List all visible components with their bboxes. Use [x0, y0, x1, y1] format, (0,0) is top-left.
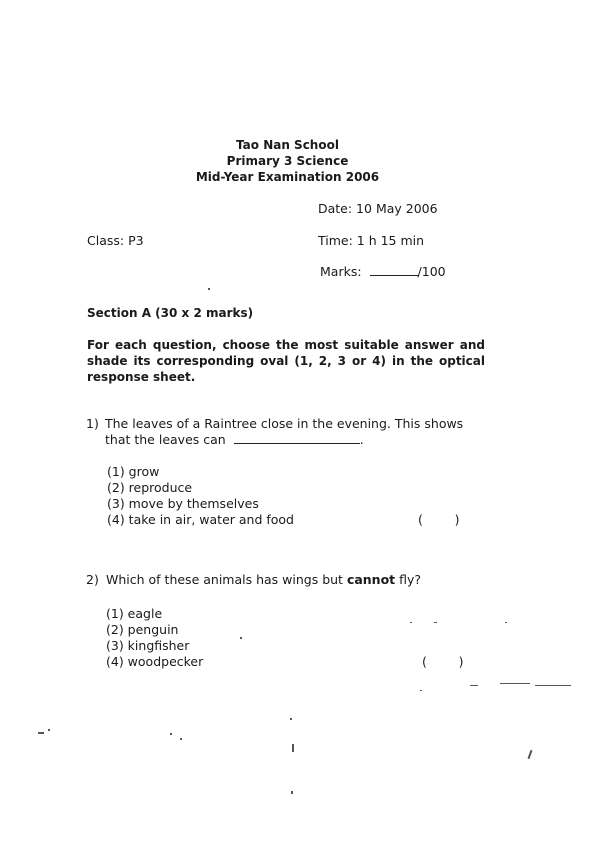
- exam-time: Time: 1 h 15 min: [318, 233, 425, 248]
- scan-speck: [292, 744, 294, 752]
- subject-title: Primary 3 Science: [226, 154, 349, 168]
- question-2-text-pre: Which of these animals has wings but: [106, 572, 347, 587]
- question-1-text-line2: [105, 432, 364, 448]
- question-1-option-4: (4) take in air, water and food: [107, 512, 294, 527]
- section-title: Section A (30 x 2 marks): [87, 306, 254, 320]
- school-name: Tao Nan School: [236, 138, 339, 152]
- scan-speck: [434, 622, 437, 623]
- question-2-option-4: (4) woodpecker: [106, 654, 204, 669]
- scan-speck: [170, 733, 172, 735]
- question-1-text-pre: that the leaves can: [105, 432, 226, 447]
- question-2-text-post: fly?: [395, 572, 422, 587]
- scan-speck: [38, 732, 44, 734]
- question-1-number: 1): [86, 416, 99, 431]
- scan-speck: [528, 750, 533, 759]
- question-2-text-emphasis: cannot: [346, 572, 396, 587]
- question-1-text-line1: The leaves of a Raintree close in the evening. This shows: [105, 416, 464, 431]
- question-1-option-3: (3) move by themselves: [107, 496, 259, 511]
- question-1-option-2: (2) reproduce: [107, 480, 193, 495]
- question-1-text-post: .: [359, 432, 364, 447]
- marks-blank: [370, 265, 418, 276]
- scan-speck: [410, 622, 412, 623]
- section-instructions: For each question, choose the most suitable answer and shade its corresponding oval (1, 2, 3 or 4) in the optical response sheet.: [87, 338, 485, 384]
- marks-line: [320, 264, 446, 279]
- scan-speck: [180, 738, 182, 740]
- question-2-text: [106, 572, 421, 588]
- scan-speck: [420, 690, 422, 691]
- scan-speck: [535, 685, 571, 686]
- class-label: Class: P3: [87, 233, 144, 248]
- scan-speck: [208, 288, 210, 290]
- scan-speck: [48, 729, 50, 731]
- marks-label: Marks:: [320, 264, 362, 279]
- question-1-answer-bracket: ( ): [418, 512, 460, 527]
- scan-speck: [290, 718, 292, 720]
- exam-title: Mid-Year Examination 2006: [195, 170, 380, 184]
- scan-speck: [505, 622, 507, 623]
- question-2-number: 2): [86, 572, 99, 587]
- question-1-answer-blank: [234, 433, 360, 444]
- question-2-option-3: (3) kingfisher: [106, 638, 190, 653]
- question-2-option-1: (1) eagle: [106, 606, 163, 621]
- marks-total: /100: [417, 264, 446, 279]
- question-2-option-2: (2) penguin: [106, 622, 179, 637]
- scan-speck: [500, 683, 530, 684]
- scan-speck: [470, 685, 478, 686]
- question-2-answer-bracket: ( ): [422, 654, 464, 669]
- scan-speck: [291, 791, 293, 794]
- question-1-option-1: (1) grow: [107, 464, 160, 479]
- scan-speck: [240, 637, 242, 639]
- exam-date: Date: 10 May 2006: [318, 201, 438, 216]
